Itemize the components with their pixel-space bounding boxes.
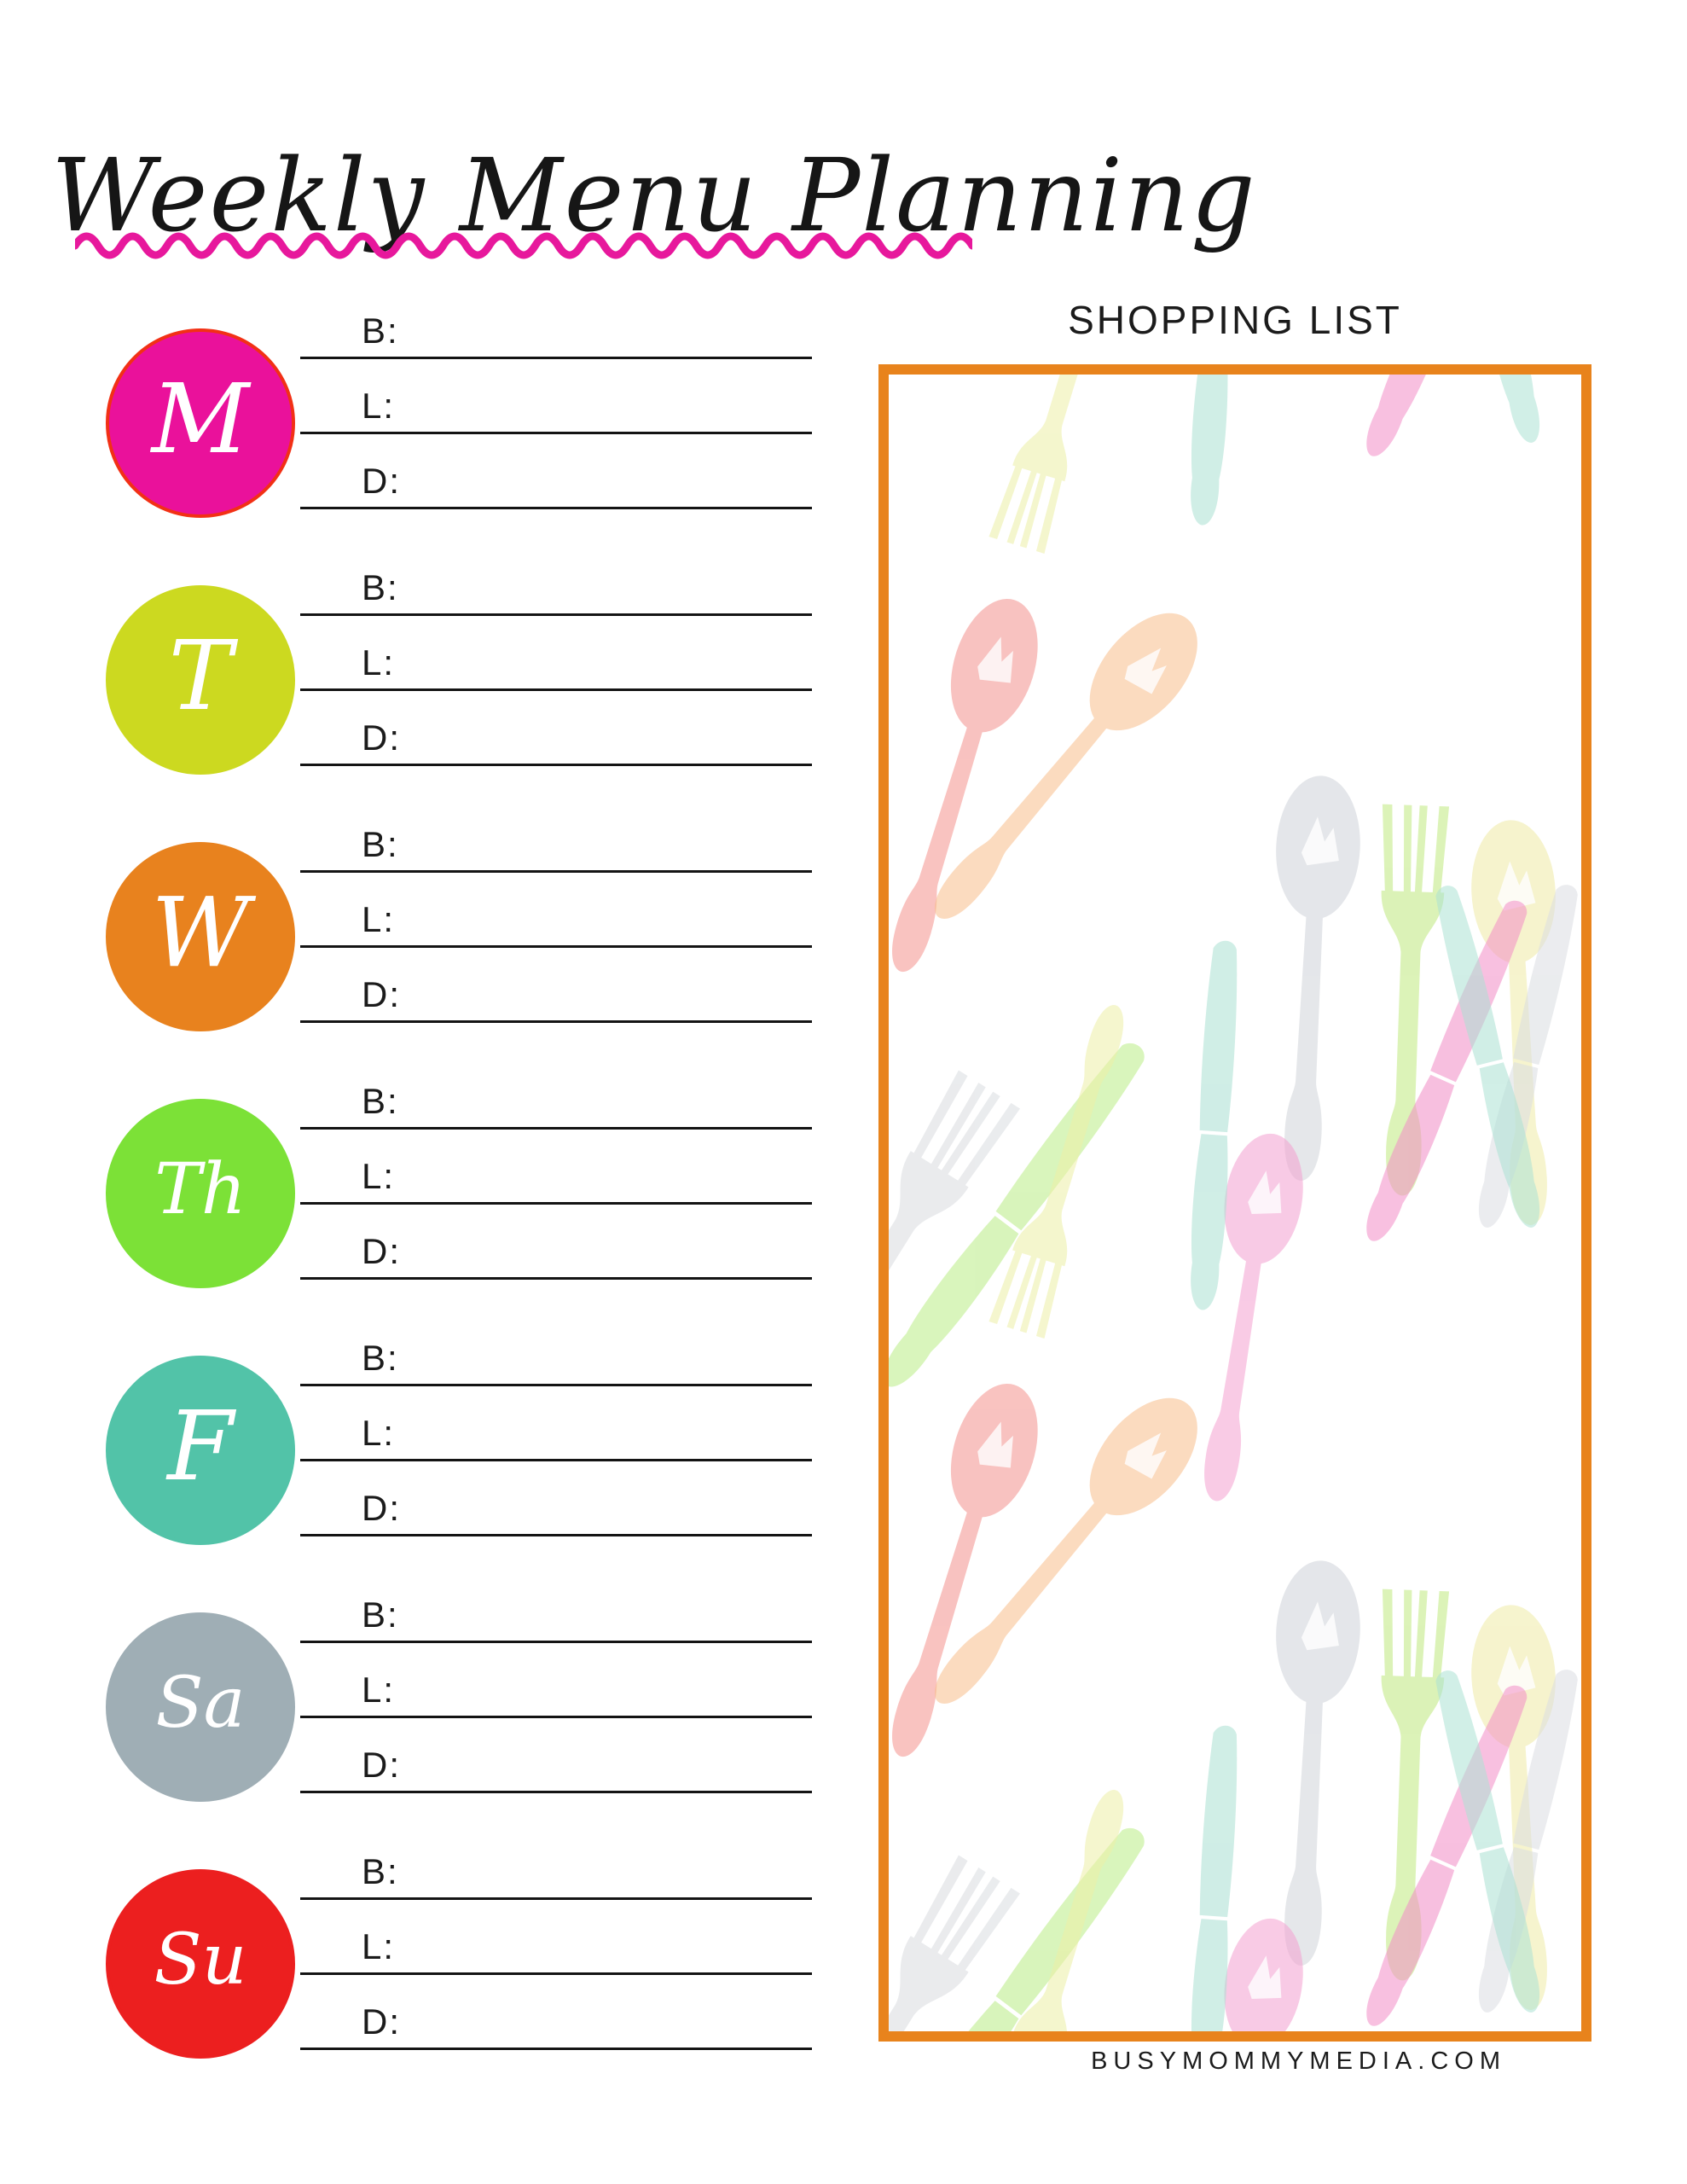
cutlery-knife	[1431, 375, 1548, 446]
meal-label: L:	[362, 899, 396, 939]
meal-label: D:	[362, 2001, 401, 2042]
cutlery-spoon	[1259, 1559, 1364, 1968]
meal-label: L:	[362, 1926, 396, 1966]
meal-lines	[300, 549, 812, 766]
page-title: Weekly Menu Planning	[51, 136, 1257, 255]
meal-lines	[300, 806, 812, 1023]
meal-lines	[300, 1833, 812, 2050]
day-circle	[106, 1356, 295, 1545]
meal-label: B:	[362, 1338, 399, 1378]
meal-entry-line[interactable]	[300, 1063, 812, 1130]
meal-entry-line[interactable]	[300, 293, 812, 359]
day-row-t	[77, 549, 827, 764]
meal-entry-line[interactable]	[300, 1320, 812, 1386]
day-row-w	[77, 806, 827, 1021]
cutlery-spoon	[907, 1378, 1219, 1727]
cutlery-spoon	[1259, 774, 1364, 1183]
day-circle	[106, 328, 295, 518]
day-row-th	[77, 1063, 827, 1278]
meal-entry-line[interactable]	[300, 1205, 812, 1280]
meal-entry-line[interactable]	[300, 948, 812, 1023]
meal-lines	[300, 1577, 812, 1793]
day-row-m	[77, 293, 827, 508]
meal-entry-line[interactable]	[300, 1718, 812, 1793]
meal-label: L:	[362, 642, 396, 682]
day-row-sa	[77, 1577, 827, 1792]
meal-entry-line[interactable]	[300, 1461, 812, 1536]
meal-label: L:	[362, 386, 396, 426]
meal-entry-line[interactable]	[300, 873, 812, 948]
cutlery-knife	[1185, 940, 1244, 1311]
meal-lines	[300, 1320, 812, 1536]
day-circle	[106, 1612, 295, 1802]
shopping-list-heading: SHOPPING LIST	[1068, 298, 1402, 342]
meal-label: L:	[362, 1413, 396, 1453]
meal-label: D:	[362, 461, 401, 501]
meal-label: B:	[362, 1594, 399, 1635]
cutlery-spoon	[889, 588, 1052, 983]
meal-label: B:	[362, 311, 399, 351]
day-letter: W	[151, 878, 250, 989]
squiggle-divider	[75, 230, 972, 261]
shopping-list-box[interactable]	[878, 364, 1591, 2042]
meal-label: D:	[362, 1745, 401, 1785]
meal-lines	[300, 1063, 812, 1280]
meal-entry-line[interactable]	[300, 1577, 812, 1643]
meal-entry-line[interactable]	[300, 1643, 812, 1718]
day-row-su	[77, 1833, 827, 2048]
meal-label: B:	[362, 567, 399, 607]
cutlery-pattern	[889, 375, 1581, 2031]
cutlery-spoon	[889, 1373, 1052, 1768]
meal-entry-line[interactable]	[300, 1975, 812, 2050]
day-letter: Sa	[155, 1663, 246, 1744]
meal-entry-line[interactable]	[300, 549, 812, 616]
meal-entry-line[interactable]	[300, 434, 812, 509]
meal-label: D:	[362, 1488, 401, 1528]
meal-entry-line[interactable]	[300, 1900, 812, 1975]
cutlery-spoon	[907, 593, 1219, 942]
meal-label: L:	[362, 1670, 396, 1710]
meal-label: B:	[362, 824, 399, 864]
day-circle	[106, 1869, 295, 2059]
day-letter: Su	[154, 1920, 247, 2001]
day-letter: F	[167, 1391, 234, 1502]
squiggle-wave	[75, 236, 972, 255]
day-letter: T	[168, 621, 233, 732]
meal-label: D:	[362, 717, 401, 758]
meal-label: B:	[362, 1851, 399, 1891]
meal-entry-line[interactable]	[300, 616, 812, 691]
day-circle	[106, 585, 295, 775]
meal-entry-line[interactable]	[300, 1130, 812, 1205]
cutlery-fork	[988, 375, 1143, 554]
day-circle	[106, 1099, 295, 1288]
day-letter: Th	[154, 1149, 246, 1230]
meal-label: D:	[362, 974, 401, 1014]
website-credit: BUSYMOMMYMEDIA.COM	[1091, 2048, 1506, 2075]
meal-lines	[300, 293, 812, 509]
day-circle	[106, 842, 295, 1031]
meal-entry-line[interactable]	[300, 1386, 812, 1461]
meal-entry-line[interactable]	[300, 691, 812, 766]
meal-entry-line[interactable]	[300, 806, 812, 873]
meal-label: B:	[362, 1081, 399, 1121]
meal-entry-line[interactable]	[300, 359, 812, 434]
day-row-f	[77, 1320, 827, 1535]
meal-label: L:	[362, 1156, 396, 1196]
cutlery-knife	[1185, 375, 1244, 526]
day-letter: M	[151, 364, 250, 475]
meal-label: D:	[362, 1231, 401, 1271]
meal-entry-line[interactable]	[300, 1833, 812, 1900]
